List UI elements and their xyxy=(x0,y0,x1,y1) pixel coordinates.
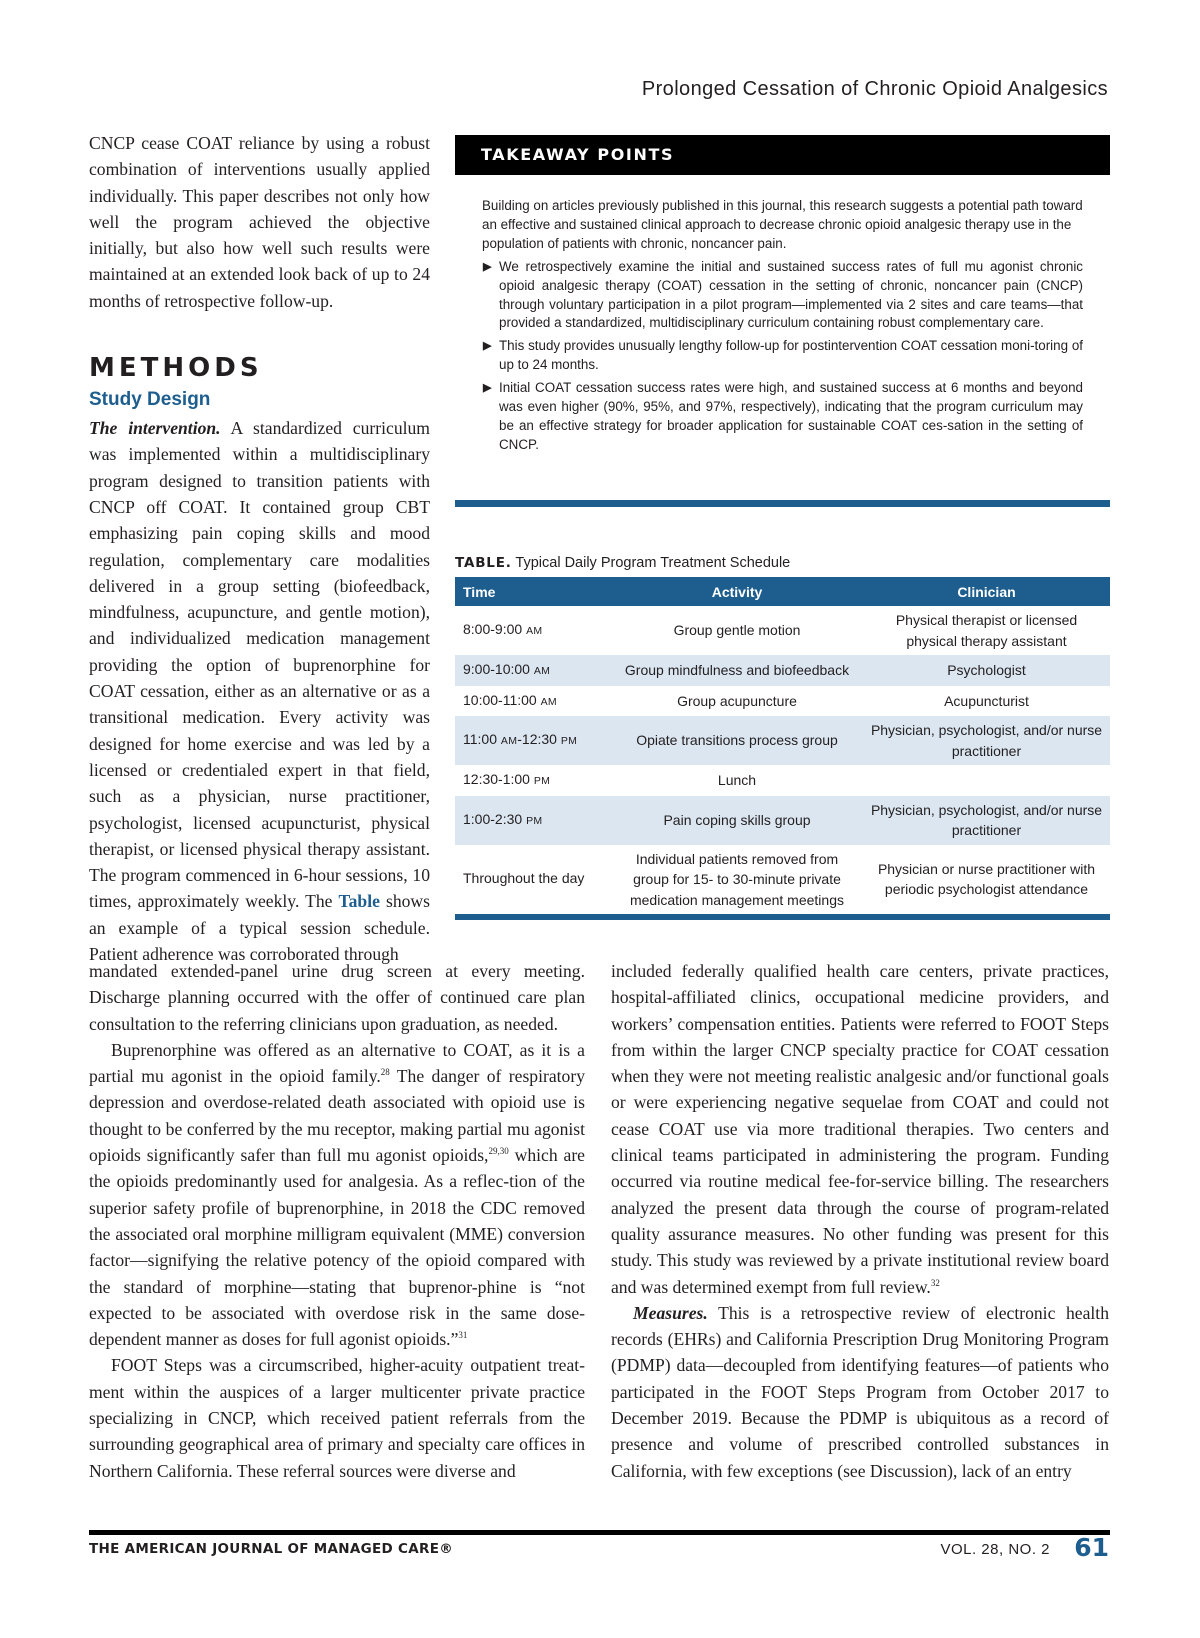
cell-clinician: Acupuncturist xyxy=(944,692,1029,709)
intervention-paragraph xyxy=(89,415,430,967)
takeaway-bullet-text: Initial COAT cessation success rates were high, and sustained success at 6 months and beyond was even higher (90%, 95%, and 97%, respectively), indicating that the program curriculum may be an effective strategy for broader application for sustainable COAT ces-sation in the setting of CNCP. xyxy=(499,380,1083,452)
takeaway-bullet xyxy=(482,258,1083,334)
cell-activity: Opiate transitions process group xyxy=(611,716,863,765)
footer-rule xyxy=(89,1530,1110,1535)
cell-clinician: Physician, psychologist, and/or nurse practitioner xyxy=(863,716,1110,765)
body-paragraph: mandated extended-panel urine drug screen at every meeting. Discharge planning occurred with the offer of continued care plan consultation to the referring clinicians upon graduation, as needed. xyxy=(89,961,585,1034)
table-row xyxy=(455,655,1110,686)
cell-activity: Pain coping skills group xyxy=(611,796,863,845)
intervention-text-2: shows an example of a typical session schedule. Patient adherence was corroborated through xyxy=(89,891,430,965)
takeaway-bullet xyxy=(482,379,1083,455)
takeaway-heading: TAKEAWAY POINTS xyxy=(455,135,1110,175)
takeaway-intro: Building on articles previously published in this journal, this research suggests a potential path toward an effective and sustained clinical approach to decrease chronic opioid analgesic therapy use in the population of patients with chronic, noncancer pain. xyxy=(482,198,1083,251)
cell-activity: Lunch xyxy=(717,772,757,788)
table-link[interactable]: Table xyxy=(338,891,380,912)
left-column xyxy=(89,130,430,967)
citation-ref[interactable]: 28 xyxy=(380,1067,390,1078)
page-number: 61 xyxy=(1074,1533,1109,1562)
caret-right-icon: ▶ xyxy=(483,382,492,395)
running-head: Prolonged Cessation of Chronic Opioid Analgesics xyxy=(641,78,1108,100)
intervention-runin: The intervention. xyxy=(89,418,221,439)
table-row xyxy=(455,606,1110,655)
cell-clinician: Physician or nurse practitioner with periodic psychologist attendance xyxy=(877,860,1096,898)
cell-clinician xyxy=(863,765,1110,796)
intro-paragraph: CNCP cease COAT reliance by using a robust combination of interventions usually applied individually. This paper describes not only how well the program achieved the objective initially, but also how well such results were maintained at an extended look back of up to 24 months of retrospective follow-up. xyxy=(89,133,430,311)
cell-time: 9:00-10:00 AM xyxy=(455,655,611,686)
takeaway-list xyxy=(482,258,1083,455)
footer-volume: VOL. 28, NO. 2 xyxy=(940,1541,1050,1558)
body-paragraph: Buprenorphine was offered as an alternative to COAT, as it is a partial mu agonist in the opioid family.$^{28}$ The danger of respiratory depression and overdose-related death associated with opioid use is thought to be conferred by the mu receptor, making partial mu agonist opioids significantly safer than full mu agonist opioids,$^{29,30}$ which are the opioids predominantly used for analgesia. As a reflec-tion of the superior safety profile of buprenorphine, in 2018 the CDC removed the associated oral morphine milligram equivalent (MME) conversion factor—signifying the relative potency of the opioid compared with the standard of morphine—stating that buprenor-phine is “not expected to be associated with overdose risk in the same dose-dependent manner as doses for full agonist opioids.”$^{31}$ xyxy=(89,1039,585,1350)
table-caption-label: TABLE. xyxy=(455,555,512,571)
header-clinician: Clinician xyxy=(863,577,1110,606)
table-bottom-rule xyxy=(455,914,1110,920)
cell-clinician: Physician, psychologist, and/or nurse practitioner xyxy=(863,796,1110,845)
table-header-row xyxy=(455,577,1110,606)
cell-time: 1:00-2:30 PM xyxy=(455,796,611,845)
table-caption-text: Typical Daily Program Treatment Schedule xyxy=(511,555,791,571)
body-paragraph: included federally qualified health care centers, private practices, hospital-affiliated clinics, occupational medicine providers, and workers’ compensation entities. Patients were referred to FOOT Steps from within the larger CNCP specialty practice for COAT cessation when they were not meeting realistic analgesic and/or functional goals or were experiencing negative sequelae from COAT and could not cease COAT use via more traditional therapies. Two centers and clinical teams participated in administering the program. Funding occurred via routine medical fee-for-service billing. The researchers analyzed the present data through the course of program-related quality assurance measures. No other funding was present for this study. This study was reviewed by a private institutional review board and was determined exempt from full review.$^{32}$ xyxy=(611,961,1109,1297)
header-time: Time xyxy=(455,577,611,606)
measures-runin: Measures. xyxy=(633,1302,708,1323)
takeaway-bottom-rule xyxy=(455,500,1110,507)
lower-left-column xyxy=(89,958,585,1484)
caret-right-icon: ▶ xyxy=(483,260,492,273)
takeaway-bullet-text: We retrospectively examine the initial and sustained success rates of full mu agonist chronic opioid analgesic therapy (COAT) cessation in the setting of chronic, noncancer pain (CNCP) through voluntary participation in a pilot program—implemented via 2 sites and care teams—that provided a standardized, multidisciplinary curriculum containing robust complementary care. xyxy=(499,258,1083,331)
cell-time: Throughout the day xyxy=(463,870,585,886)
citation-ref[interactable]: 32 xyxy=(930,1277,940,1288)
takeaway-bullet xyxy=(482,337,1083,375)
table-row xyxy=(455,845,1110,915)
cell-activity: Group gentle motion xyxy=(673,622,801,639)
methods-heading: METHODS xyxy=(89,353,263,384)
body-paragraph: FOOT Steps was a circumscribed, higher-acuity outpatient treat-ment within the auspices of a larger multicenter private practice specializing in CNCP, which received patient referrals from the surrounding geographical area of primary and specialty care offices in Northern California. These referral sources were diverse and xyxy=(89,1355,585,1481)
cell-time: 12:30-1:00 PM xyxy=(463,771,551,787)
cell-activity: Individual patients removed from group for 15- to 30-minute private medication management meetings xyxy=(629,850,844,908)
cell-clinician: Psychologist xyxy=(863,655,1110,686)
citation-ref[interactable]: 31 xyxy=(458,1330,468,1341)
table-row xyxy=(455,716,1110,765)
footer-journal-name: THE AMERICAN JOURNAL OF MANAGED CARE® xyxy=(89,1541,454,1557)
cell-time: 10:00-11:00 AM xyxy=(463,691,557,708)
table-row xyxy=(455,796,1110,845)
schedule-table xyxy=(455,577,1110,914)
intervention-text-1: A standardized curriculum was implemented within a multidisciplinary program designed to transition patients with CNCP off COAT. It contained group CBT emphasizing pain coping skills and mood regulation, complementary care modalities delivered in a group setting (biofeedback, mindfulness, acupuncture, and gentle motion), and individualized medication management providing the option of buprenorphine for COAT cessation, either as an alternative or as a transitional medication. Every activity was designed for home exercise and was led by a licensed or credentialed expert in that field, such as a physician, nurse practitioner, psychologist, licensed acupuncturist, physical therapist, or licensed physical therapy assistant. The program commenced in 6-hour sessions, 10 times, approximately weekly. The xyxy=(89,418,430,912)
takeaway-bullet-text: This study provides unusually lengthy follow-up for postintervention COAT cessation moni-toring of up to 24 months. xyxy=(499,338,1083,373)
lower-right-column xyxy=(611,958,1109,1484)
cell-activity: Group acupuncture xyxy=(677,692,797,709)
takeaway-box xyxy=(455,135,1110,459)
header-activity: Activity xyxy=(611,577,863,606)
table-row xyxy=(455,686,1110,717)
caret-right-icon: ▶ xyxy=(483,340,492,353)
citation-ref[interactable]: 29,30 xyxy=(488,1146,509,1157)
cell-time: 8:00-9:00 AM xyxy=(463,621,543,638)
table-caption xyxy=(455,555,1110,571)
study-design-heading: Study Design xyxy=(89,389,211,411)
schedule-table-block xyxy=(455,555,1110,920)
cell-activity: Group mindfulness and biofeedback xyxy=(611,655,863,686)
cell-time: 11:00 AM-12:30 PM xyxy=(455,716,611,765)
measures-paragraph: Measures. This is a retrospective review of electronic health records (EHRs) and California Prescription Drug Monitoring Program (PDMP) data—decoupled from identifying features—of patients who participated in the FOOT Steps Program from October 2017 to December 2019. Because the PDMP is ubiquitous as a record of presence and volume of prescribed controlled substances in California, with few exceptions (see Discussion), lack of an entry xyxy=(611,1302,1109,1481)
cell-clinician: Physical therapist or licensed physical therapy assistant xyxy=(895,612,1078,649)
table-row xyxy=(455,765,1110,796)
